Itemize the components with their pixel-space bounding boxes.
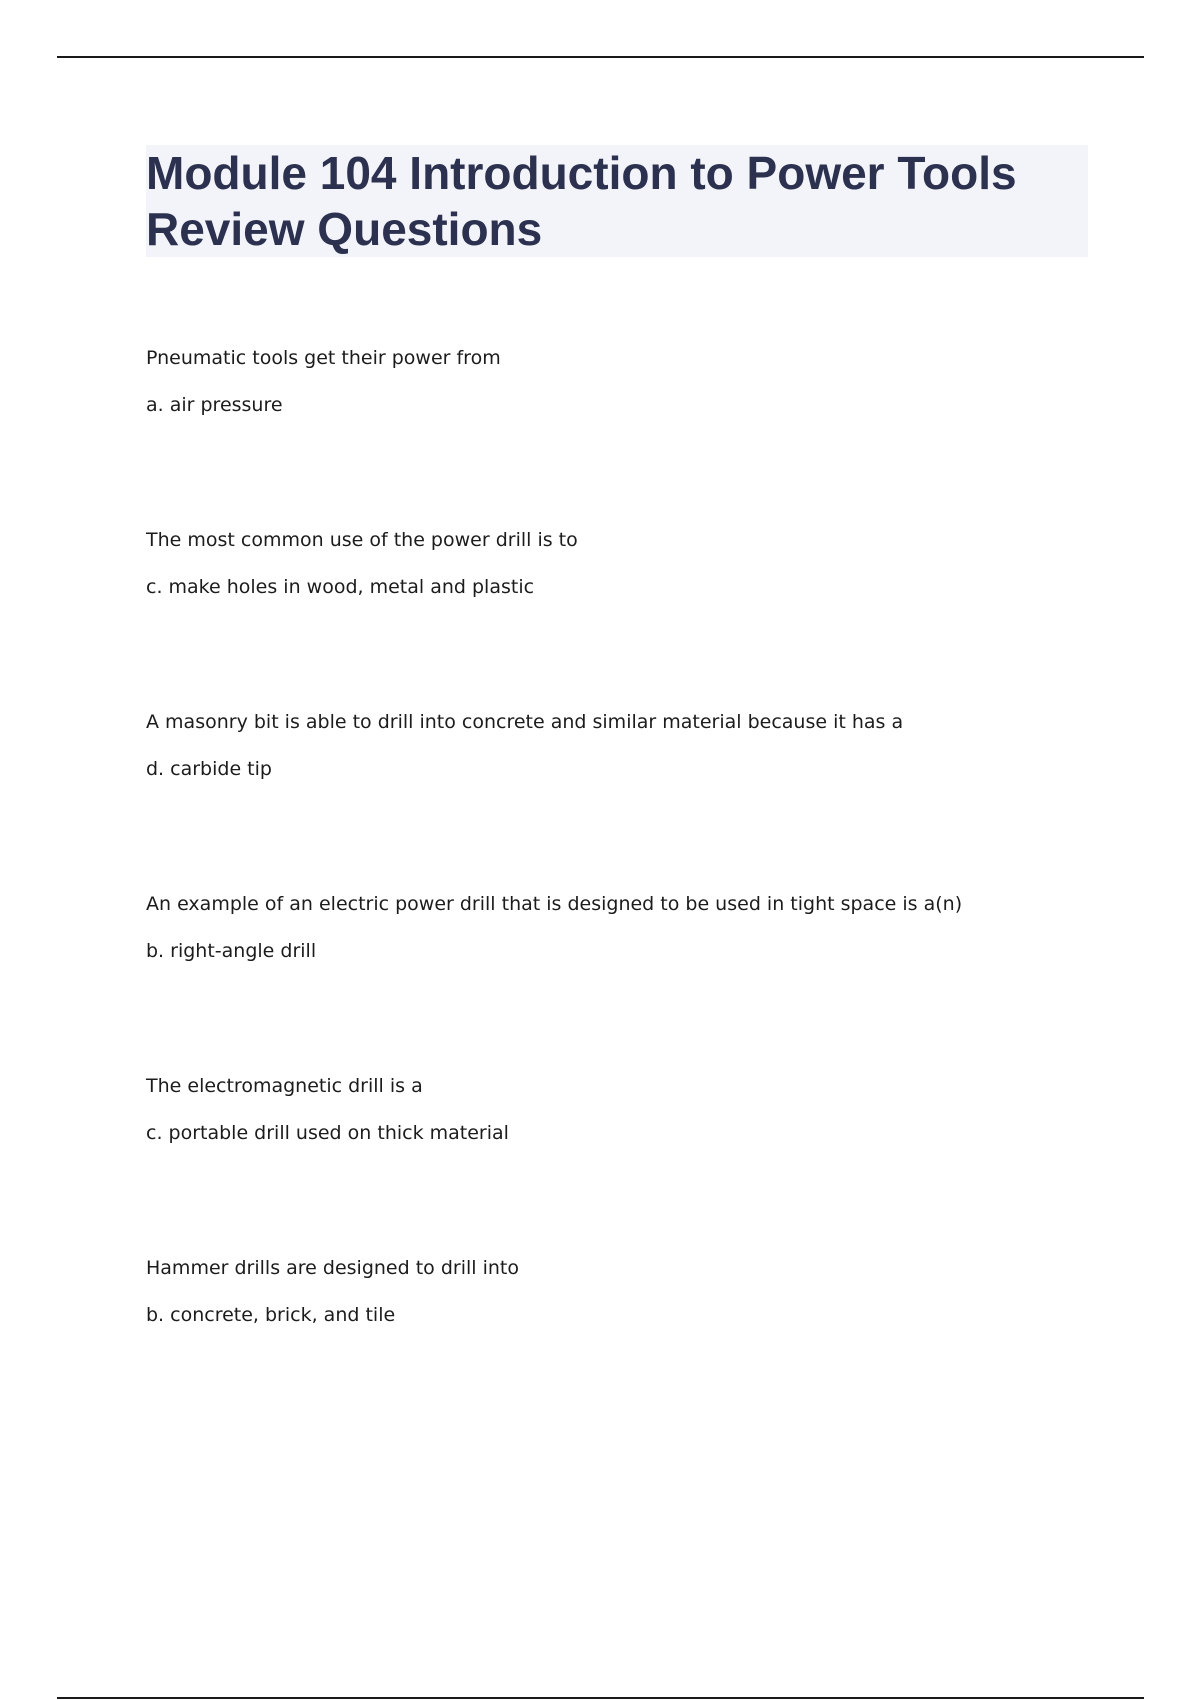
question-text: An example of an electric power drill that is designed to be used in tight space is a(n) — [146, 893, 963, 915]
question-item — [146, 891, 1106, 964]
answer-text: b. right-angle drill — [146, 940, 317, 962]
question-item — [146, 527, 1106, 600]
question-text: Pneumatic tools get their power from — [146, 347, 501, 369]
answer-text: c. portable drill used on thick material — [146, 1122, 509, 1144]
page-title: Module 104 Introduction to Power Tools Review Questions — [146, 147, 1017, 255]
answer-text: c. make holes in wood, metal and plastic — [146, 576, 535, 598]
footer-divider — [57, 1697, 1144, 1699]
title-block — [146, 145, 1088, 257]
question-item — [146, 709, 1106, 782]
answer-text: d. carbide tip — [146, 758, 272, 780]
question-text: The electromagnetic drill is a — [146, 1075, 423, 1097]
answer-text: b. concrete, brick, and tile — [146, 1304, 396, 1326]
header-divider — [57, 56, 1144, 58]
question-text: Hammer drills are designed to drill into — [146, 1257, 519, 1279]
question-item — [146, 1073, 1106, 1146]
answer-text: a. air pressure — [146, 394, 283, 416]
question-text: The most common use of the power drill is to — [146, 529, 578, 551]
question-text: A masonry bit is able to drill into concrete and similar material because it has a — [146, 711, 904, 733]
question-item — [146, 1255, 1106, 1328]
question-item — [146, 345, 1106, 418]
